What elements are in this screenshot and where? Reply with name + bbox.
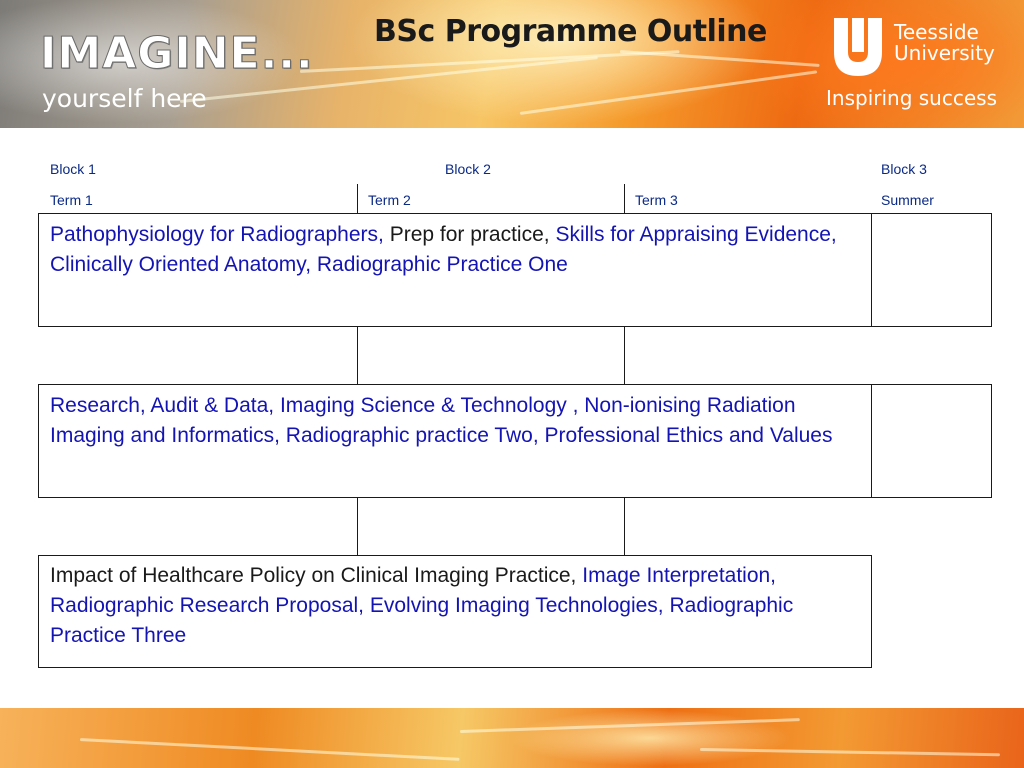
term3-label: Term 3	[635, 192, 678, 208]
university-slogan: Inspiring success	[826, 86, 997, 110]
university-u-logo-icon	[826, 14, 890, 78]
decorative-streak	[620, 50, 820, 67]
year3-modules-text	[50, 561, 840, 651]
brand-tagline: yourself here	[42, 84, 207, 113]
year1-prep-for-practice: Prep for practice,	[383, 223, 550, 246]
year1-module-list-a: Pathophysiology for Radiographers,	[50, 223, 384, 246]
term1-label: Term 1	[50, 192, 93, 208]
brand-imagine-logo: IMAGINE...	[40, 28, 314, 79]
university-name	[894, 22, 995, 64]
footer-banner	[0, 708, 1024, 768]
term-divider	[624, 498, 625, 556]
block3-label: Block 3	[881, 161, 927, 177]
block1-label: Block 1	[50, 161, 96, 177]
header-banner	[0, 0, 1024, 128]
year1-module-list-b: Skills for Appraising Evidence, Clinically Oriented Anatomy, Radiographic Practice One	[50, 223, 837, 276]
term-divider	[357, 327, 358, 385]
term-divider	[624, 327, 625, 385]
year1-modules-text	[50, 220, 850, 280]
year3-policy-module: Impact of Healthcare Policy on Clinical Imaging Practice,	[50, 564, 577, 587]
year2-modules-text: Research, Audit & Data, Imaging Science & Technology , Non-ionising Radiation Imaging and Informatics, Radiographic practice Two, Professional Ethics and Values	[50, 394, 833, 447]
page-title: BSc Programme Outline	[374, 14, 767, 49]
decorative-streak	[80, 738, 460, 761]
term-divider	[357, 498, 358, 556]
summer-label: Summer	[881, 192, 934, 208]
term-divider	[357, 184, 358, 214]
university-name-line1: Teesside	[894, 20, 979, 44]
year3-module-list: Image Interpretation, Radiographic Research Proposal, Evolving Imaging Technologies, Radiographic Practice Three	[50, 564, 794, 647]
term2-label: Term 2	[368, 192, 411, 208]
decorative-streak	[700, 748, 1000, 756]
block2-label: Block 2	[445, 161, 491, 177]
decorative-streak	[460, 718, 800, 733]
university-name-line2: University	[894, 41, 995, 65]
year2-summer-box	[871, 384, 992, 498]
year1-summer-box	[871, 213, 992, 327]
term-divider	[624, 184, 625, 214]
decorative-streak	[520, 70, 817, 115]
